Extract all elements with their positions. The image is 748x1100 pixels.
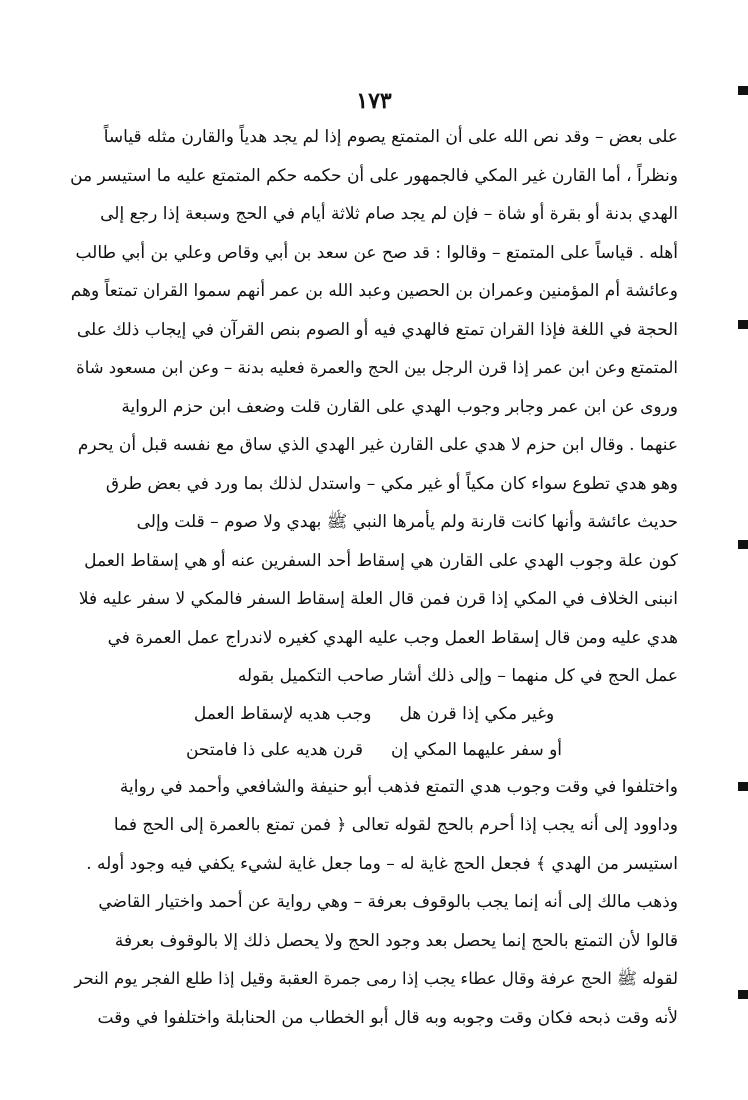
poem-verses	[70, 696, 678, 768]
text-line: أهله . قياساً على المتمتع – وقالوا : قد صح عن سعد بن أبي وقاص وعلي بن أبي طالب	[75, 242, 678, 263]
scan-edge-mark	[738, 540, 748, 549]
page-number: ١٧٣	[356, 88, 392, 114]
text-line: ونظراً ، أما القارن غير المكي فالجمهور على أن حكمه حكم المتمتع عليه ما استيسر من	[70, 165, 678, 186]
text-line: استيسر من الهدي ﴾ فجعل الحج غاية له – وما جعل غاية لشيء يكفي فيه وجود أوله .	[86, 853, 678, 874]
verse-second-hemistich: قرن هديه على ذا فامتحن	[185, 739, 364, 760]
text-line: وداوود إلى أنه يجب إذا أحرم بالحج لقوله تعالى ﴿ فمن تمتع بالعمرة إلى الحج فما	[113, 815, 678, 835]
page-body	[70, 118, 678, 1037]
scan-edge-mark	[738, 782, 748, 791]
text-line: انبنى الخلاف في المكي إذا قرن فمن قال العلة إسقاط السفر فالمكي لا سفر عليه فلا	[78, 589, 678, 609]
text-line: وهو هدي تطوع سواء كان مكياً أو غير مكي – واستدل لذلك بما ورد في بعض طرق	[105, 473, 678, 494]
text-line: لقوله ﷺ الحج عرفة وقال عطاء يجب إذا رمى جمرة العقبة وقيل إذا طلع الفجر يوم النحر	[74, 969, 678, 988]
text-line: واختلفوا في وقت وجوب هدي التمتع فذهب أبو حنيفة والشافعي وأحمد في رواية	[119, 776, 678, 797]
text-line: وروى عن ابن عمر وجابر وجوب الهدي على القارن قلت وضعف ابن حزم الرواية	[121, 396, 678, 417]
scan-edge-mark	[738, 86, 748, 95]
text-line: وعائشة أم المؤمنين وعمران بن الحصين وعبد الله بن عمر أنهم سموا القران تمتعاً وهم	[70, 281, 678, 301]
text-line: عمل الحج في كل منهما – وإلى ذلك أشار صاحب التكميل بقوله	[237, 666, 678, 686]
text-line: حديث عائشة وأنها كانت قارنة ولم يأمرها النبي ﷺ بهدي ولا صوم – قلت وإلى	[136, 512, 678, 532]
verse-first-hemistich: وغير مكي إذا قرن هل	[399, 703, 555, 724]
text-line: وذهب مالك إلى أنه إنما يجب بالوقوف بعرفة – وهي رواية عن أحمد واختيار القاضي	[98, 892, 678, 912]
text-line: عنهما . وقال ابن حزم لا هدي على القارن غير الهدي الذي ساق مع نفسه قبل أن يحرم	[77, 435, 678, 455]
text-line: لأنه وقت ذبحه فكان وقت وجوبه وبه قال أبو الخطاب من الحنابلة واختلفوا في وقت	[97, 1007, 678, 1028]
text-line: قالوا لأن التمتع بالحج إنما يحصل بعد وجود الحج ولا يحصل ذلك إلا بالوقوف بعرفة	[114, 930, 678, 951]
text-line: على بعض – وقد نص الله على أن المتمتع يصوم إذا لم يجد هدياً والقارن مثله قياساً	[103, 127, 678, 147]
text-line: الهدي بدنة أو بقرة أو شاة – فإن لم يجد صام ثلاثة أيام في الحج وسبعة إذا رجع إلى	[100, 204, 678, 224]
scan-edge-mark	[738, 320, 748, 329]
text-line: هدي عليه ومن قال إسقاط العمل وجب عليه الهدي كغيره لاندراج عمل العمرة في	[107, 627, 678, 648]
poem-verse	[70, 732, 678, 768]
verse-first-hemistich: أو سفر عليهما المكي إن	[391, 739, 563, 760]
verse-second-hemistich: وجب هديه لإسقاط العمل	[193, 703, 372, 724]
poem-verse	[70, 696, 678, 732]
text-line: المتمتع وعن ابن عمر إذا قرن الرجل بين الحج والعمرة فعليه بدنة – وعن ابن مسعود شاة	[76, 358, 678, 377]
scan-edge-mark	[738, 990, 748, 999]
text-line: الحجة في اللغة فإذا القران تمتع فالهدي فيه أو الصوم بنص القرآن في إيجاب ذلك على	[76, 319, 678, 340]
text-line: كون علة وجوب الهدي على القارن هي إسقاط أحد السفرين عنه أو هي إسقاط العمل	[84, 550, 678, 571]
